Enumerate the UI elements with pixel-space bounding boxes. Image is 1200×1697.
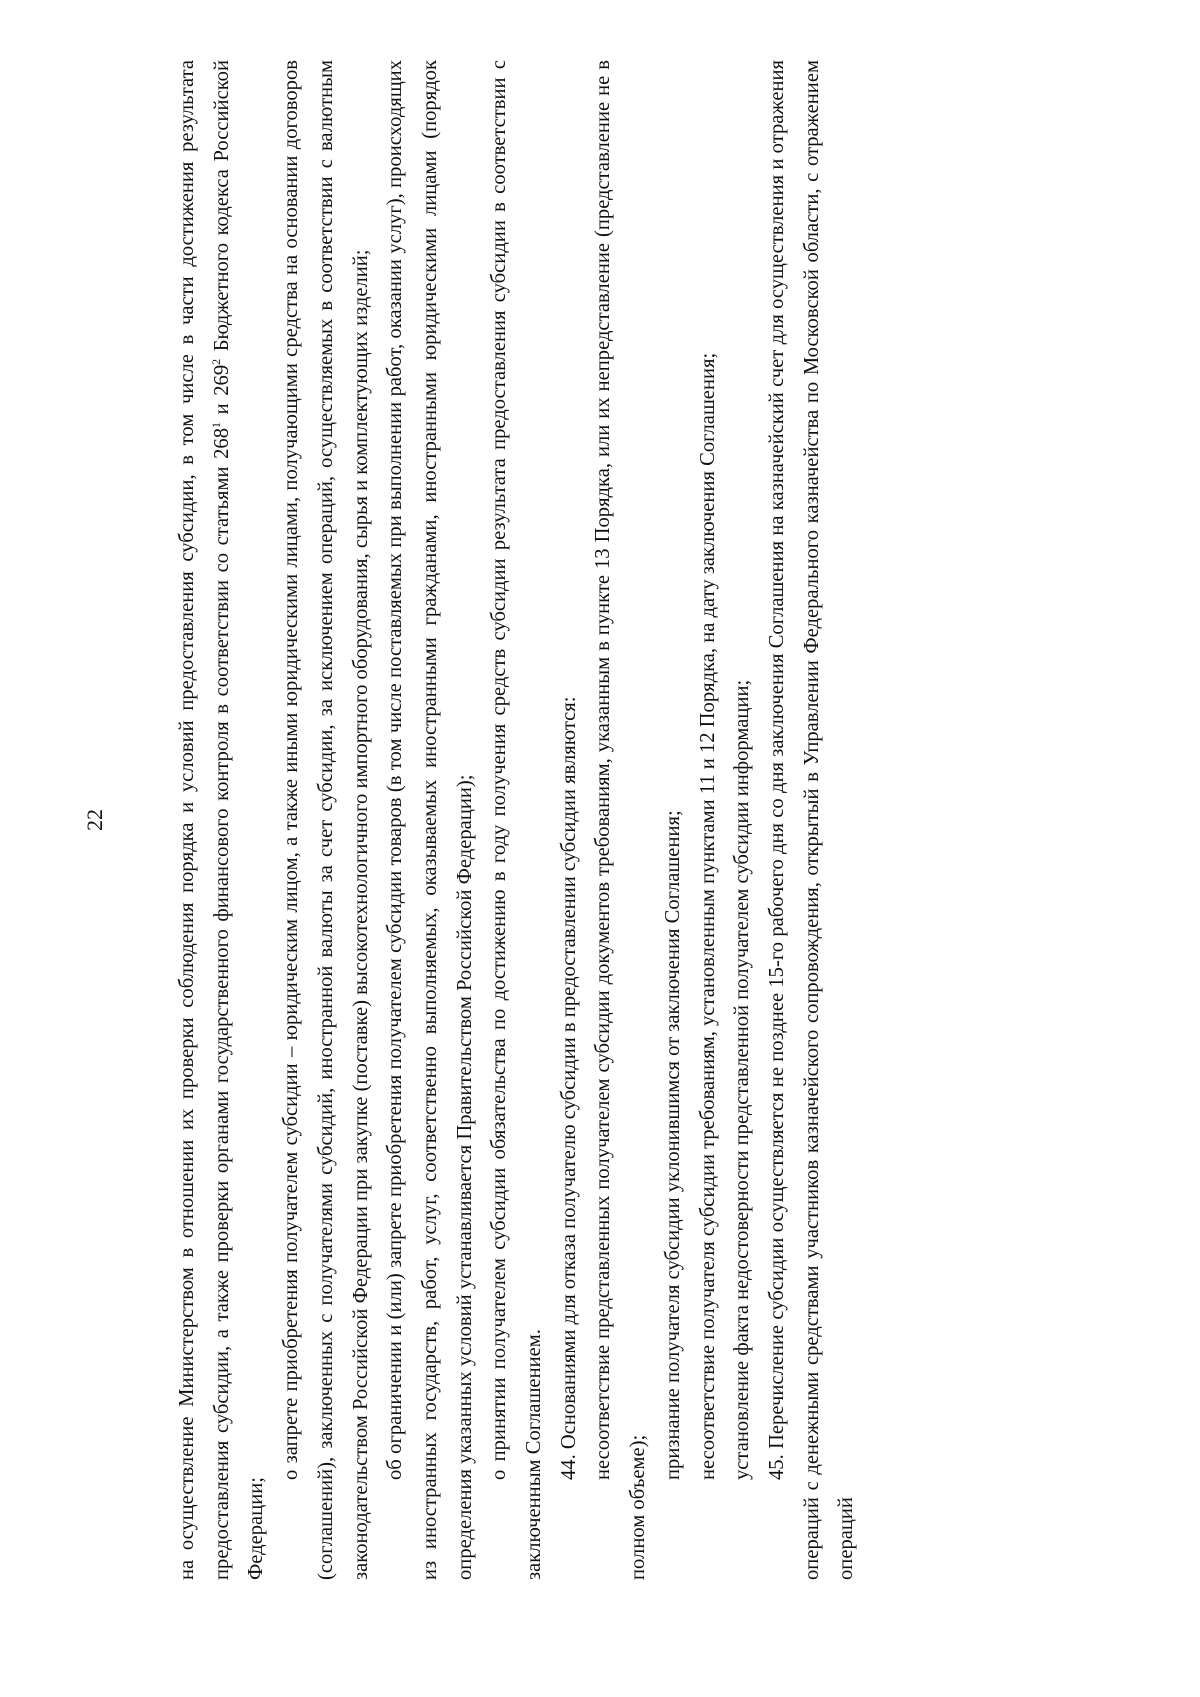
paragraph-text: 45. Перечисление субсидии осуществляется не позднее 15-го рабочего дня со дня заключения Соглашения на казначейский счет для осуществления и отражения операций с денежными средствами участников казначейского сопровождения, открытый в Управлении Федерального казначейства по Московской области, с отражением операций (765, 60, 858, 1580)
paragraph (552, 60, 587, 1580)
paragraph (691, 60, 726, 1580)
paragraph (170, 60, 274, 1580)
paragraph-text: о принятии получателем субсидии обязательства по достижению в году получения средств субсидии результата предоставления субсидии в соответствии с заключенным Соглашением. (488, 60, 546, 1580)
paragraph-text: Бюджетного кодекса Российской Федерации; (210, 60, 268, 1580)
rotated-content (82, 60, 1180, 1580)
paragraph (656, 60, 691, 1580)
page-number: 22 (82, 809, 107, 831)
paragraph-text: на осуществление Министерством в отношении их проверки соблюдения порядка и условий предоставления субсидии, в том числе в части достижения результата предоставления субсидии, а также проверки органами государственного финансового контроля в соответствии со статьями 268 (176, 60, 233, 1580)
paragraph-text: 44. Основаниями для отказа получателю субсидии в предоставлении субсидии являются: (557, 696, 580, 1480)
paragraph-text: об ограничении и (или) запрете приобретения получателем субсидии товаров (в том числе поставляемых при выполнении работ, оказании услуг), происходящих из иностранных государств, работ, услуг, соответственно выполняемых, оказываемых иностранными гражданами, иностранными юридическими лицами (порядок определения указанных условий устанавливается Правительством Российской Федерации); (384, 60, 476, 1580)
paragraph-text: о запрете приобретения получателем субсидии – юридическим лицом, а также иными юридическими лицами, получающими средства на основании договоров (соглашений), заключенных с получателями субсидий, иностранной валюты за счет субсидии, за исключением операций, осуществляемых в соответствии с валютным законодательством Российской Федерации при закупке (поставке) высокотехнологичного импортного оборудования, сырья и комплектующих изделий; (280, 60, 372, 1580)
paragraph (482, 60, 551, 1580)
paragraph (378, 60, 482, 1580)
body-text (170, 60, 864, 1580)
paragraph-text: признание получателя субсидии уклонившимся от заключения Соглашения; (661, 810, 684, 1480)
paragraph (274, 60, 378, 1580)
paragraph (586, 60, 655, 1580)
paragraph (725, 60, 760, 1580)
superscript: 1 (208, 421, 223, 428)
superscript: 2 (208, 358, 223, 365)
paragraph (760, 60, 864, 1580)
paragraph-text: несоответствие представленных получателем субсидии документов требованиям, указанным в пункте 13 Порядка, или их непредставление (представление не в полном объеме); (592, 60, 650, 1580)
paragraph-text: и 269 (210, 364, 233, 422)
paragraph-text: установление факта недостоверности представленной получателем субсидии информации; (731, 679, 754, 1480)
paragraph-text: несоответствие получателя субсидии требованиям, установленным пунктами 11 и 12 Порядка, на дату заключения Соглашения; (696, 352, 719, 1480)
